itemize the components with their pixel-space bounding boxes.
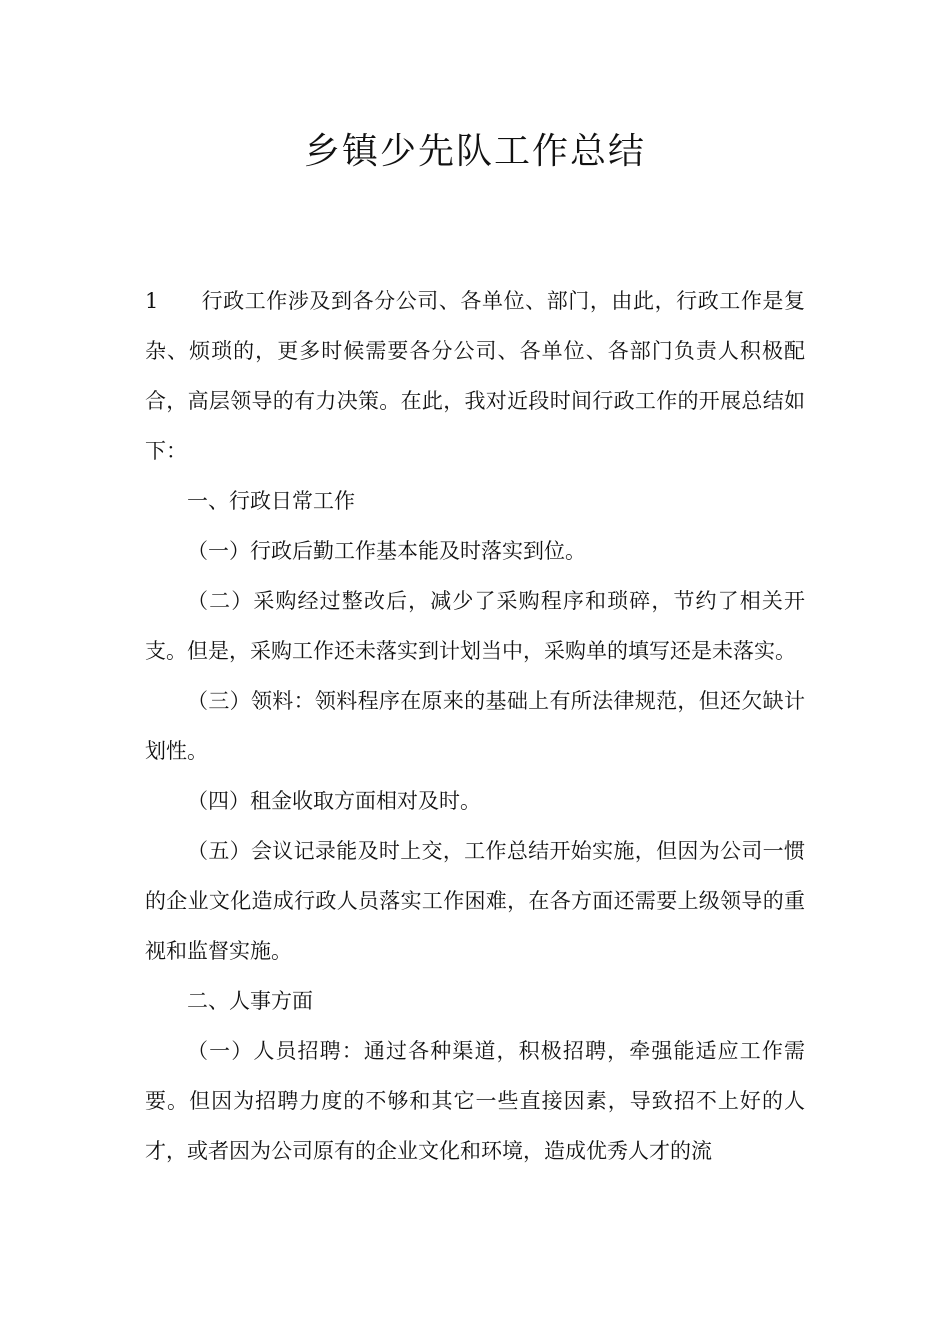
- section-heading: 二、人事方面: [187, 989, 313, 1013]
- intro-paragraph: [145, 276, 805, 476]
- section-item: （二）采购经过整改后，减少了采购程序和琐碎，节约了相关开支。但是，采购工作还未落实到计划当中，采购单的填写还是未落实。: [145, 589, 805, 663]
- paragraph-number: 1: [145, 289, 159, 313]
- document-body: [145, 276, 805, 1176]
- section-item: （四）租金收取方面相对及时。: [187, 789, 481, 813]
- intro-text: 行政工作涉及到各分公司、各单位、部门，由此，行政工作是复杂、烦琐的，更多时候需要各分公司、各单位、各部门负责人积极配合，高层领导的有力决策。在此，我对近段时间行政工作的开展总结如下：: [145, 289, 805, 463]
- section-item: （一）行政后勤工作基本能及时落实到位。: [187, 539, 586, 563]
- section-item: （五）会议记录能及时上交，工作总结开始实施，但因为公司一惯的企业文化造成行政人员落实工作困难，在各方面还需要上级领导的重视和监督实施。: [145, 839, 805, 963]
- section-heading: 一、行政日常工作: [187, 489, 355, 513]
- section-item: （一）人员招聘：通过各种渠道，积极招聘，牵强能适应工作需要。但因为招聘力度的不够和其它一些直接因素，导致招不上好的人才，或者因为公司原有的企业文化和环境，造成优秀人才的流: [145, 1039, 805, 1163]
- document-title: 乡镇少先队工作总结: [303, 131, 646, 172]
- section-item: （三）领料：领料程序在原来的基础上有所法律规范，但还欠缺计划性。: [145, 689, 805, 763]
